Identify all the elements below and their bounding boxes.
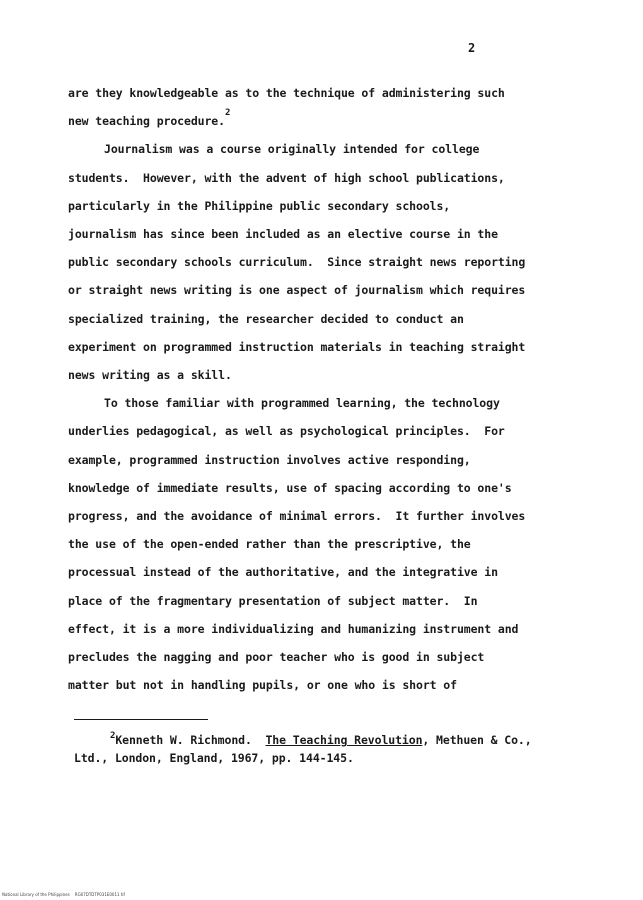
footnote-rule xyxy=(74,719,208,720)
body-line-text: or straight news writing is one aspect of journalism which requires xyxy=(68,283,526,298)
body-line xyxy=(68,678,457,692)
body-line-text: matter but not in handling pupils, or one who is short of xyxy=(68,678,457,693)
body-line-text: processual instead of the authoritative, and the integrative in xyxy=(68,565,498,580)
body-line-text: Journalism was a course originally intended for college xyxy=(104,142,480,157)
page-number: 2 xyxy=(468,41,476,55)
body-line xyxy=(104,396,500,410)
body-line-text: place of the fragmentary presentation of subject matter. In xyxy=(68,593,478,608)
body-line-text: To those familiar with programmed learning, the technology xyxy=(104,396,500,411)
body-line-text: precludes the nagging and poor teacher who is good in subject xyxy=(68,650,485,664)
footnote-author: Kenneth W. Richmond. xyxy=(115,733,266,747)
body-line-text: effect, it is a more individualizing and humanizing instrument and xyxy=(68,621,519,636)
body-line-text: example, programmed instruction involves active responding, xyxy=(68,452,471,467)
body-line xyxy=(68,108,231,129)
body-line xyxy=(68,424,505,438)
footnote-title: The Teaching Revolution xyxy=(265,733,423,747)
body-line xyxy=(68,171,505,185)
body-line xyxy=(68,340,525,354)
body-line xyxy=(68,565,498,579)
body-line-text: news writing as a skill. xyxy=(68,368,232,382)
body-line xyxy=(104,142,479,156)
body-line-text: students. However, with the advent of high school publications, xyxy=(68,170,505,185)
body-line xyxy=(68,594,477,608)
body-line xyxy=(68,199,450,213)
body-line xyxy=(68,453,471,467)
body-line-text: public secondary schools curriculum. Since straight news reporting xyxy=(68,255,526,270)
body-line-text: journalism has since been included as an elective course in the xyxy=(68,227,498,241)
body-line xyxy=(68,509,525,523)
body-line-text: knowledge of immediate results, use of spacing according to one's xyxy=(68,480,512,495)
body-line-text: new teaching procedure. xyxy=(68,114,225,129)
footnote-line-2: Ltd., London, England, 1967, pp. 144-145. xyxy=(74,751,354,765)
body-line xyxy=(68,227,498,241)
footnote-line-1 xyxy=(110,733,532,747)
footer-stamp: National Library of the Philippines RG07DTDTP031E0011 tif xyxy=(2,892,125,897)
body-line-text: particularly in the Philippine public secondary schools, xyxy=(68,198,451,213)
body-line xyxy=(68,86,505,100)
body-line-text: progress, and the avoidance of minimal errors. It further involves xyxy=(68,509,526,523)
body-line xyxy=(68,537,471,551)
body-line-text: the use of the open-ended rather than the prescriptive, the xyxy=(68,537,471,552)
body-line xyxy=(68,312,464,326)
body-line xyxy=(68,622,518,636)
body-line xyxy=(68,650,484,664)
body-line xyxy=(68,283,525,297)
body-line xyxy=(68,481,512,495)
footnote-publisher: , Methuen & Co., xyxy=(422,733,532,747)
body-line-text: are they knowledgeable as to the technique of administering such xyxy=(68,86,505,100)
body-line xyxy=(68,368,232,382)
body-line-text: underlies pedagogical, as well as psychological principles. For xyxy=(68,424,505,439)
body-line xyxy=(68,255,525,269)
footnote-marker: 2 xyxy=(110,731,116,741)
footnote-reference: 2 xyxy=(224,108,231,119)
body-line-text: specialized training, the researcher decided to conduct an xyxy=(68,311,464,326)
body-line-text: experiment on programmed instruction materials in teaching straight xyxy=(68,339,526,354)
